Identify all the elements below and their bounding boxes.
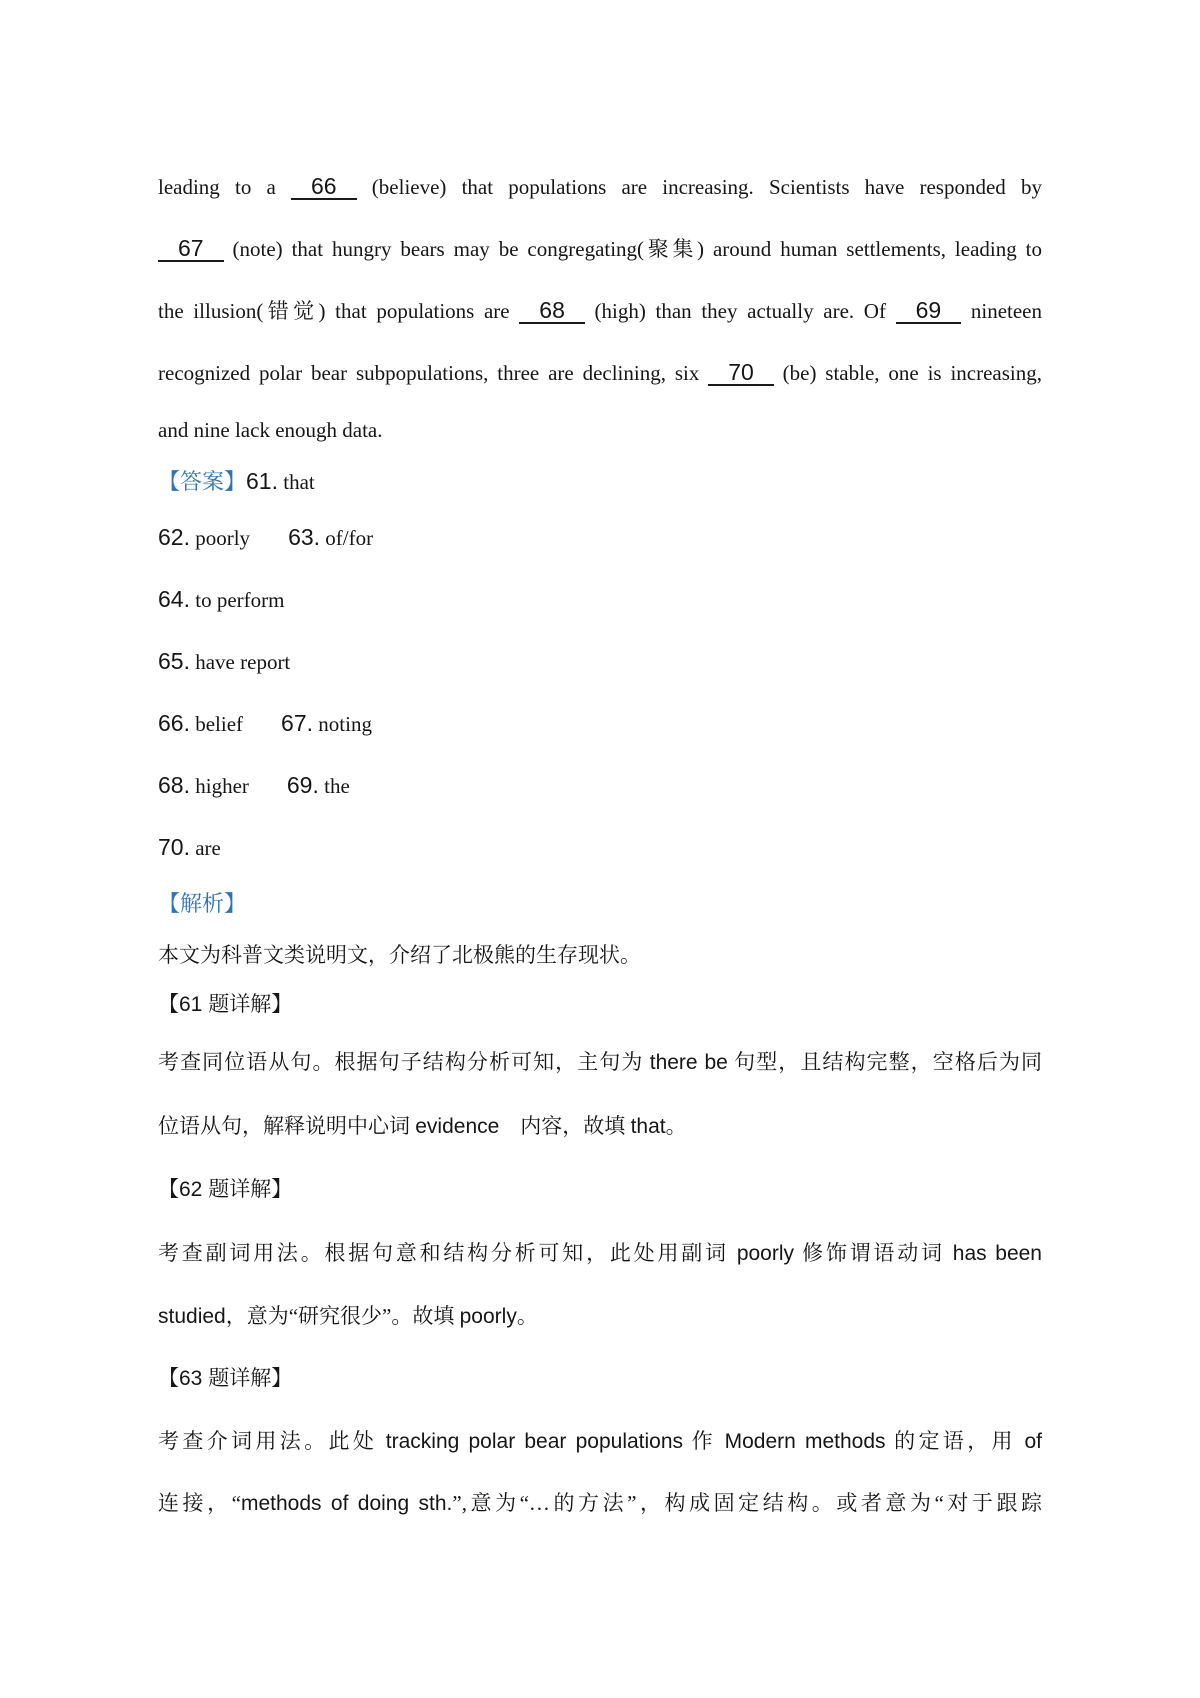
answer-text: are [189,836,221,860]
answer-number: 66. [158,710,190,736]
blank-68: 68 [519,298,585,324]
blank-66: 66 [291,174,357,200]
text-segment: methods of doing sth. [240,1492,453,1515]
answer-line-62-63 [158,506,1042,568]
text-segment: 。 [665,1114,687,1138]
text-segment: 连接，“ [158,1491,241,1515]
q61-heading [158,980,1042,1030]
text-segment: poorly [736,1242,795,1265]
answer-text: to perform [189,588,285,612]
text-segment: 修饰谓语动词 [794,1241,953,1265]
answer-number: 62. [158,524,190,550]
text-segment: Modern methods [724,1430,886,1453]
analysis-label: 【解析】 [158,891,247,916]
q61-explain-line-1 [158,1030,1042,1094]
answer-number: 68. [158,772,190,798]
text-segment: 【62 题详解】 [158,1178,293,1201]
text-segment: (be) stable, one is increasing, [773,361,1042,385]
q62-explain-line-1 [158,1221,1042,1285]
text-segment: of [1024,1430,1043,1453]
answer-line-70 [158,816,1042,878]
text-segment: studied [158,1305,226,1328]
passage-line-4 [158,342,1042,404]
answer-number: 64. [158,586,190,612]
text-segment: ”,意为“…的方法”，构成固定结构。或者意为“对于跟踪 [452,1491,1042,1515]
answer-number: 63. [288,524,321,550]
passage-line-3 [158,280,1042,342]
answers-label: 【答案】 [158,469,247,494]
text-segment: 内容，故填 [499,1114,631,1138]
text-segment: 作 [683,1429,725,1453]
q62-explain-line-2 [158,1285,1042,1348]
answer-line-61 [158,456,1042,506]
answer-text: belief [189,712,244,736]
answer-line-64 [158,568,1042,630]
q61-explain-line-2 [158,1094,1042,1158]
text-segment: 。 [516,1304,538,1328]
text-segment: there be [649,1051,728,1074]
answer-text: poorly [189,526,251,550]
text-segment: recognized polar bear subpopulations, three are declining, six [158,361,709,385]
answer-number: 65. [158,648,190,674]
q62-heading [158,1158,1042,1221]
blank-67: 67 [158,236,224,262]
text-segment: (high) than they actually are. Of [584,299,896,323]
text-segment: and nine lack enough data. [158,418,383,442]
passage-line-2 [158,218,1042,280]
text-segment: 句型，且结构完整，空格后为同 [727,1050,1043,1074]
document-text [158,156,1042,1534]
text-segment: the illusion(错觉) that populations are [158,299,520,323]
text-segment: leading to a [158,175,292,199]
text-segment: 考查介词用法。此处 [158,1429,386,1453]
text-segment: evidence [415,1115,500,1138]
text-segment: 本文为科普文类说明文，介绍了北极熊的生存现状。 [158,943,641,967]
answer-number: 70. [158,834,190,860]
text-segment: (believe) that populations are increasing. Scientists have responded by [356,175,1042,199]
answer-number: 67. [281,710,314,736]
blank-70: 70 [708,360,774,386]
answer-text: the [318,774,350,798]
document-page [158,0,1042,1534]
q63-explain-line-1 [158,1410,1042,1472]
text-segment: 位语从句，解释说明中心词 [158,1114,416,1138]
answer-line-68-69 [158,754,1042,816]
answer-text: have report [189,650,291,674]
text-segment: has been [952,1242,1042,1265]
answer-line-65 [158,630,1042,692]
answer-text: higher [189,774,249,798]
text-segment: poorly [459,1305,517,1328]
answer-text: noting [313,712,372,736]
q63-heading [158,1348,1042,1410]
text-segment: 考查副词用法。根据句意和结构分析可知，此处用副词 [158,1241,737,1265]
passage-line-5 [158,404,1042,456]
text-segment: nineteen [961,299,1042,323]
text-segment: 的定语，用 [885,1429,1025,1453]
text-segment: (note) that hungry bears may be congregating(聚集) around human settlements, leading to [223,237,1042,261]
text-segment: 考查同位语从句。根据句子结构分析可知，主句为 [158,1050,650,1074]
answer-number: 69. [286,772,319,798]
answer-line-66-67 [158,692,1042,754]
text-segment: tracking polar bear populations [385,1430,684,1453]
analysis-label-line [158,878,1042,930]
answer-text: of/for [320,526,374,550]
blank-69: 69 [896,298,962,324]
passage-line-1 [158,156,1042,218]
text-segment: 【63 题详解】 [158,1367,293,1390]
text-segment: that [630,1115,666,1138]
text-segment: ，意为“研究很少”。故填 [225,1304,460,1328]
answer-number: 61. [246,468,278,494]
text-segment: 【61 题详解】 [158,993,293,1016]
q63-explain-line-2 [158,1472,1042,1534]
analysis-intro-line [158,930,1042,980]
answer-text: that [278,470,315,494]
